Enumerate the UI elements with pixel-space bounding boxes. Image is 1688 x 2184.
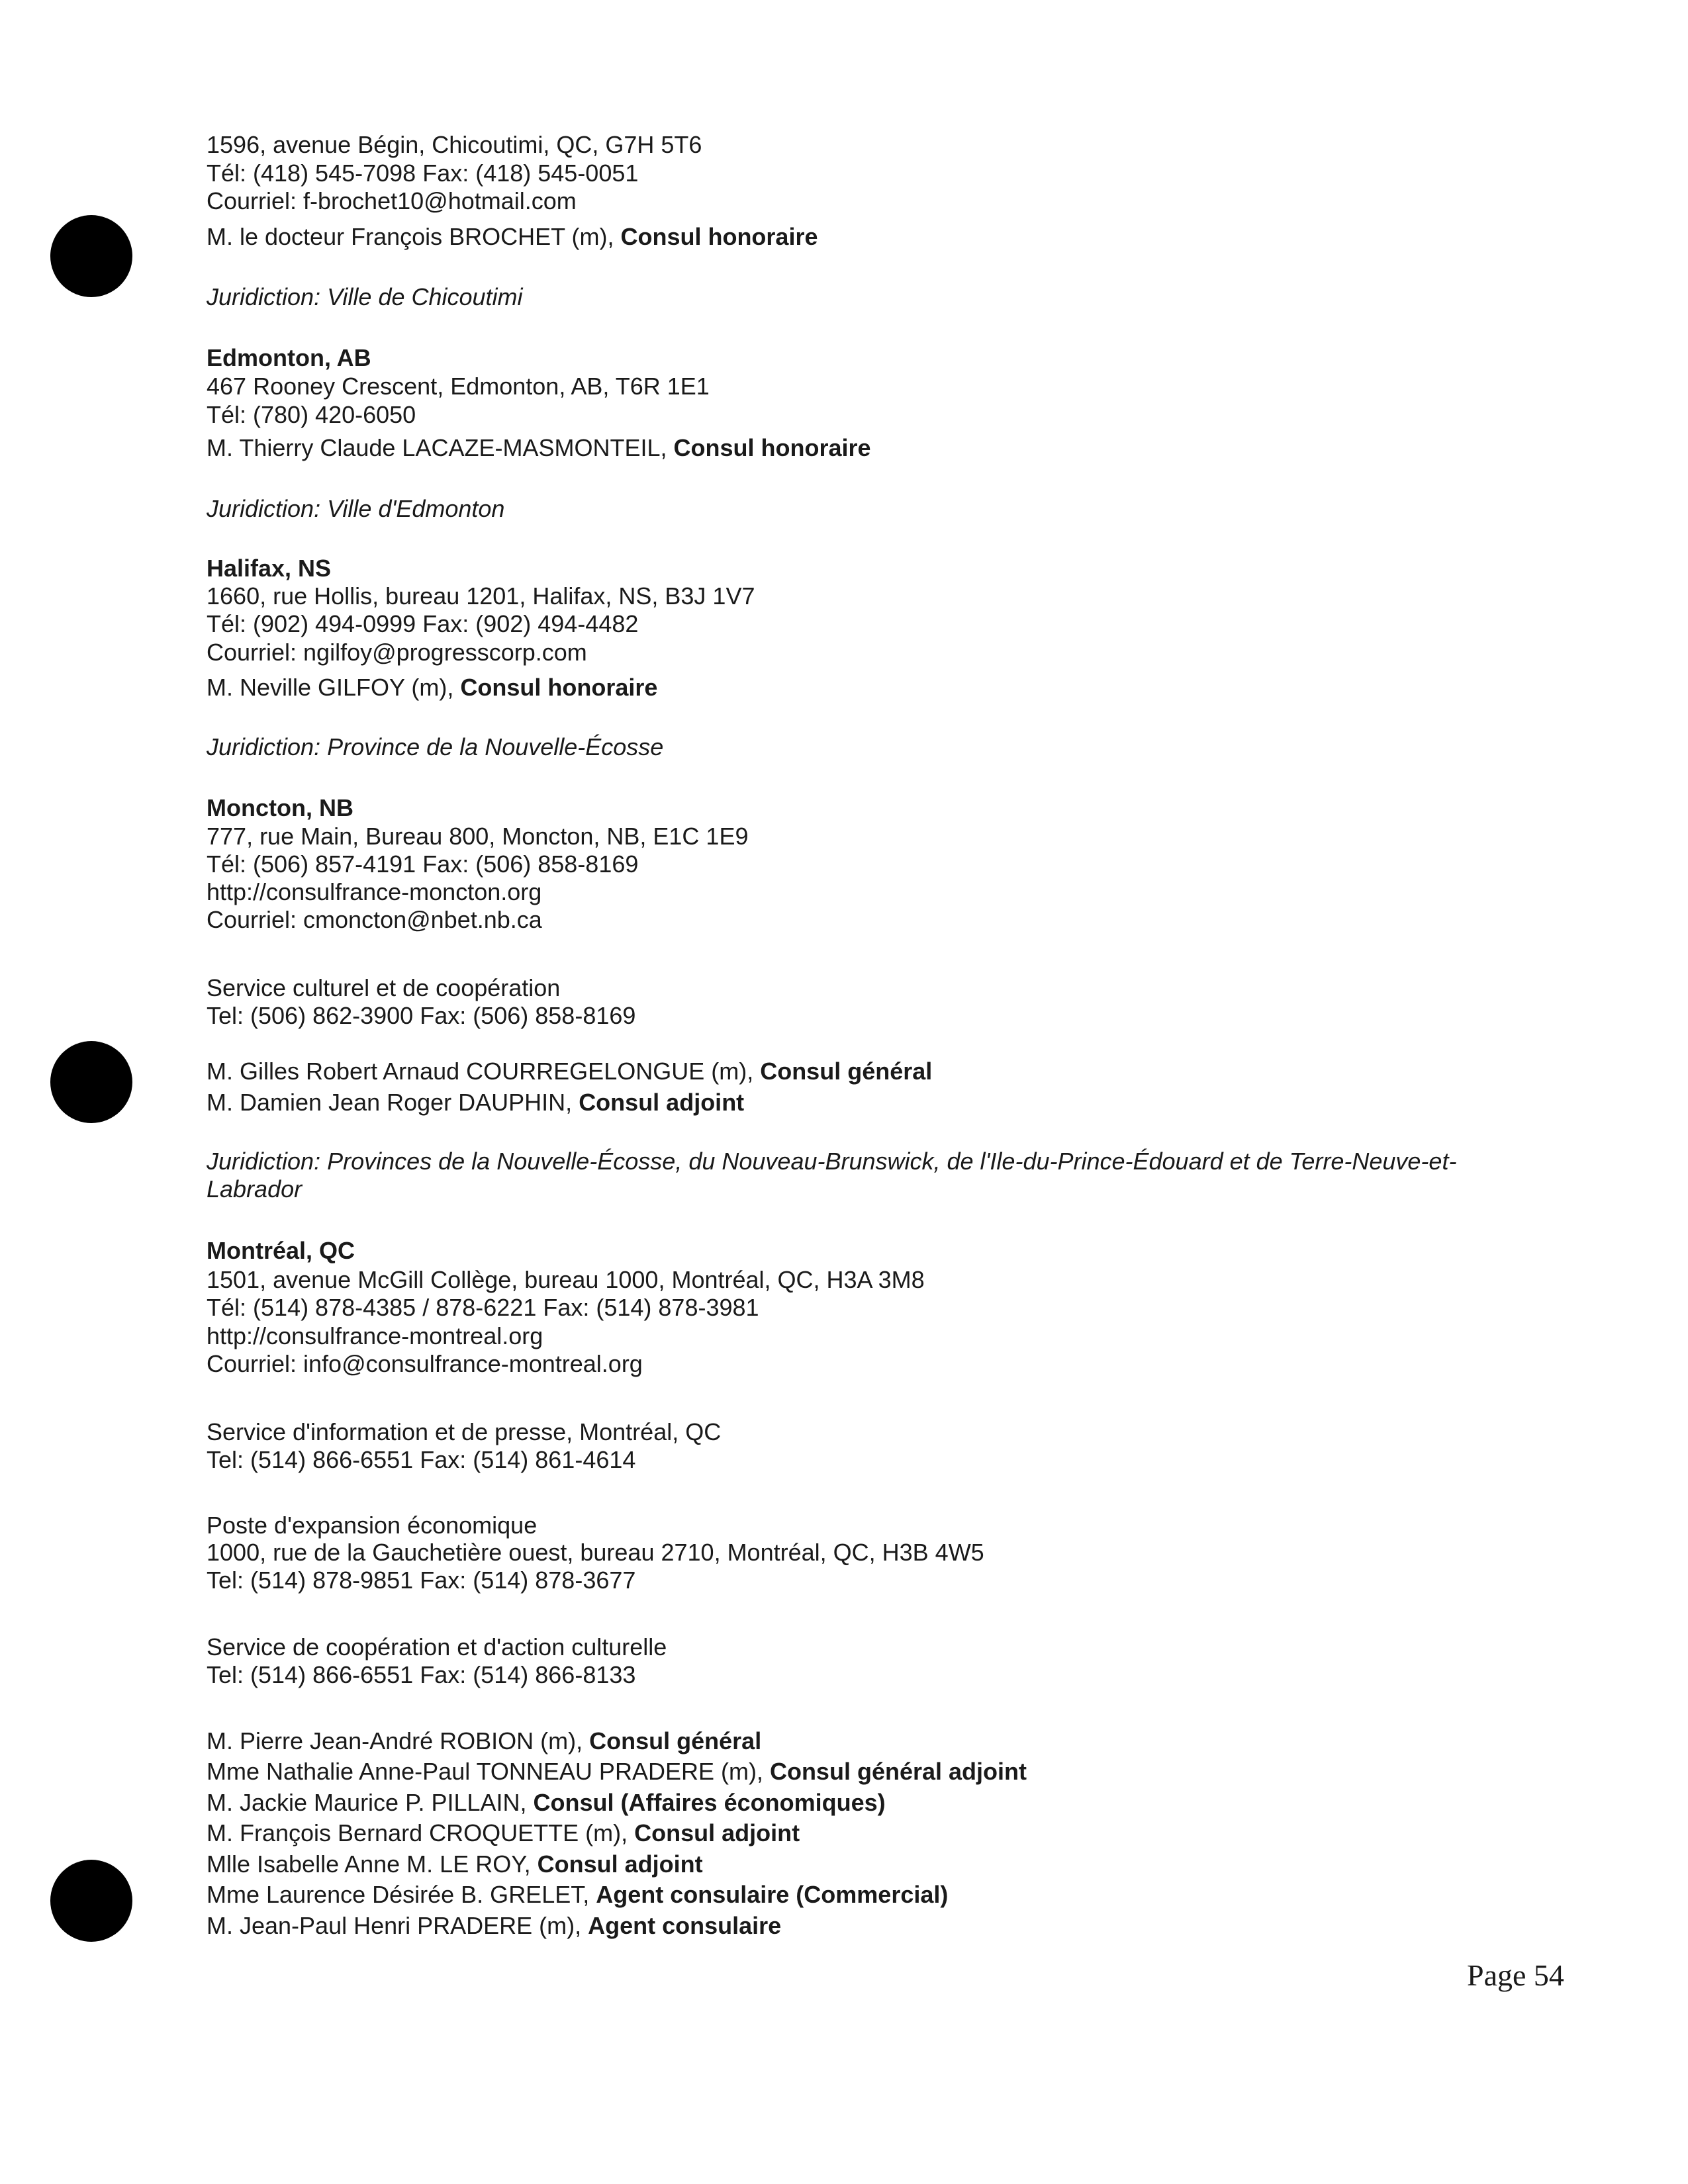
staff-name: M. Jean-Paul Henri PRADERE (m), — [207, 1912, 588, 1939]
halifax-email: Courriel: ngilfoy@progresscorp.com — [207, 639, 587, 666]
montreal-press-tel: Tel: (514) 866-6551 Fax: (514) 861-4614 — [207, 1446, 636, 1473]
montreal-coop-name: Service de coopération et d'action culturelle — [207, 1633, 667, 1661]
montreal-staff-3 — [207, 1789, 886, 1817]
chicoutimi-email: Courriel: f-brochet10@hotmail.com — [207, 187, 577, 214]
montreal-website: http://consulfrance-montreal.org — [207, 1322, 543, 1349]
chicoutimi-jurisdiction: Juridiction: Ville de Chicoutimi — [207, 283, 523, 310]
montreal-staff-4 — [207, 1819, 800, 1847]
montreal-expansion-name: Poste d'expansion économique — [207, 1512, 538, 1539]
staff-title: Consul adjoint — [537, 1850, 703, 1878]
consul-title: Consul honoraire — [460, 674, 658, 701]
moncton-staff-1 — [207, 1058, 932, 1085]
halifax-tel: Tél: (902) 494-0999 Fax: (902) 494-4482 — [207, 610, 639, 637]
staff-name: M. François Bernard CROQUETTE (m), — [207, 1819, 635, 1846]
montreal-email: Courriel: info@consulfrance-montreal.org — [207, 1350, 643, 1377]
staff-name: Mlle Isabelle Anne M. LE ROY, — [207, 1850, 538, 1878]
staff-name: M. Damien Jean Roger DAUPHIN, — [207, 1089, 579, 1116]
staff-name: Mme Nathalie Anne-Paul TONNEAU PRADERE (m), — [207, 1758, 770, 1785]
montreal-tel: Tél: (514) 878-4385 / 878-6221 Fax: (514) 878-3981 — [207, 1294, 759, 1321]
consul-title: Consul honoraire — [620, 223, 818, 250]
moncton-address: 777, rue Main, Bureau 800, Moncton, NB, E1C 1E9 — [207, 823, 749, 850]
moncton-jurisdiction-line2: Labrador — [207, 1175, 303, 1203]
edmonton-jurisdiction: Juridiction: Ville d'Edmonton — [207, 495, 505, 522]
moncton-website: http://consulfrance-moncton.org — [207, 878, 542, 905]
moncton-staff-2 — [207, 1089, 744, 1116]
montreal-coop-tel: Tel: (514) 866-6551 Fax: (514) 866-8133 — [207, 1661, 636, 1688]
staff-title: Consul (Affaires économiques) — [533, 1789, 886, 1816]
staff-title: Consul général — [760, 1058, 933, 1085]
montreal-address: 1501, avenue McGill Collège, bureau 1000, Montréal, QC, H3A 3M8 — [207, 1266, 925, 1293]
montreal-staff-2 — [207, 1758, 1027, 1786]
moncton-email: Courriel: cmoncton@nbet.nb.ca — [207, 906, 542, 933]
consul-title: Consul honoraire — [673, 434, 871, 461]
halifax-consul — [207, 674, 657, 702]
chicoutimi-address: 1596, avenue Bégin, Chicoutimi, QC, G7H 5T6 — [207, 131, 702, 158]
staff-name: Mme Laurence Désirée B. GRELET, — [207, 1881, 596, 1908]
halifax-heading: Halifax, NS — [207, 555, 332, 582]
montreal-staff-7 — [207, 1912, 781, 1940]
staff-title: Consul général — [589, 1727, 762, 1754]
staff-title: Agent consulaire — [588, 1912, 782, 1939]
edmonton-consul — [207, 434, 871, 462]
moncton-tel: Tél: (506) 857-4191 Fax: (506) 858-8169 — [207, 850, 639, 878]
staff-name: M. Gilles Robert Arnaud COURREGELONGUE (m), — [207, 1058, 761, 1085]
halifax-jurisdiction: Juridiction: Province de la Nouvelle-Écosse — [207, 733, 664, 760]
page-number: Page 54 — [1467, 1958, 1564, 1992]
punch-hole-bottom — [50, 1860, 132, 1942]
montreal-expansion-tel: Tel: (514) 878-9851 Fax: (514) 878-3677 — [207, 1567, 636, 1594]
staff-title: Consul général adjoint — [769, 1758, 1027, 1785]
moncton-service-tel: Tel: (506) 862-3900 Fax: (506) 858-8169 — [207, 1002, 636, 1029]
edmonton-tel: Tél: (780) 420-6050 — [207, 401, 416, 428]
chicoutimi-tel: Tél: (418) 545-7098 Fax: (418) 545-0051 — [207, 159, 639, 187]
moncton-jurisdiction-line1: Juridiction: Provinces de la Nouvelle-Écosse, du Nouveau-Brunswick, de l'Ile-du-Prince-Édouard et de Terre-Neuve-et- — [207, 1148, 1457, 1175]
montreal-staff-6 — [207, 1881, 948, 1909]
montreal-press-name: Service d'information et de presse, Montréal, QC — [207, 1418, 722, 1445]
consul-name: M. Neville GILFOY (m), — [207, 674, 461, 701]
consul-name: M. le docteur François BROCHET (m), — [207, 223, 621, 250]
montreal-staff-1 — [207, 1727, 761, 1755]
punch-hole-middle — [50, 1041, 132, 1123]
consul-name: M. Thierry Claude LACAZE-MASMONTEIL, — [207, 434, 674, 461]
chicoutimi-consul — [207, 223, 818, 251]
moncton-service-name: Service culturel et de coopération — [207, 974, 561, 1001]
halifax-address: 1660, rue Hollis, bureau 1201, Halifax, NS, B3J 1V7 — [207, 582, 755, 610]
staff-title: Consul adjoint — [634, 1819, 800, 1846]
montreal-staff-5 — [207, 1850, 703, 1878]
staff-title: Consul adjoint — [579, 1089, 745, 1116]
staff-name: M. Pierre Jean-André ROBION (m), — [207, 1727, 590, 1754]
montreal-heading: Montréal, QC — [207, 1237, 355, 1264]
edmonton-address: 467 Rooney Crescent, Edmonton, AB, T6R 1E1 — [207, 373, 710, 400]
punch-hole-top — [50, 215, 132, 297]
montreal-expansion-address: 1000, rue de la Gauchetière ouest, bureau 2710, Montréal, QC, H3B 4W5 — [207, 1539, 984, 1566]
staff-name: M. Jackie Maurice P. PILLAIN, — [207, 1789, 534, 1816]
moncton-heading: Moncton, NB — [207, 794, 353, 821]
edmonton-heading: Edmonton, AB — [207, 344, 371, 371]
staff-title: Agent consulaire (Commercial) — [596, 1881, 949, 1908]
